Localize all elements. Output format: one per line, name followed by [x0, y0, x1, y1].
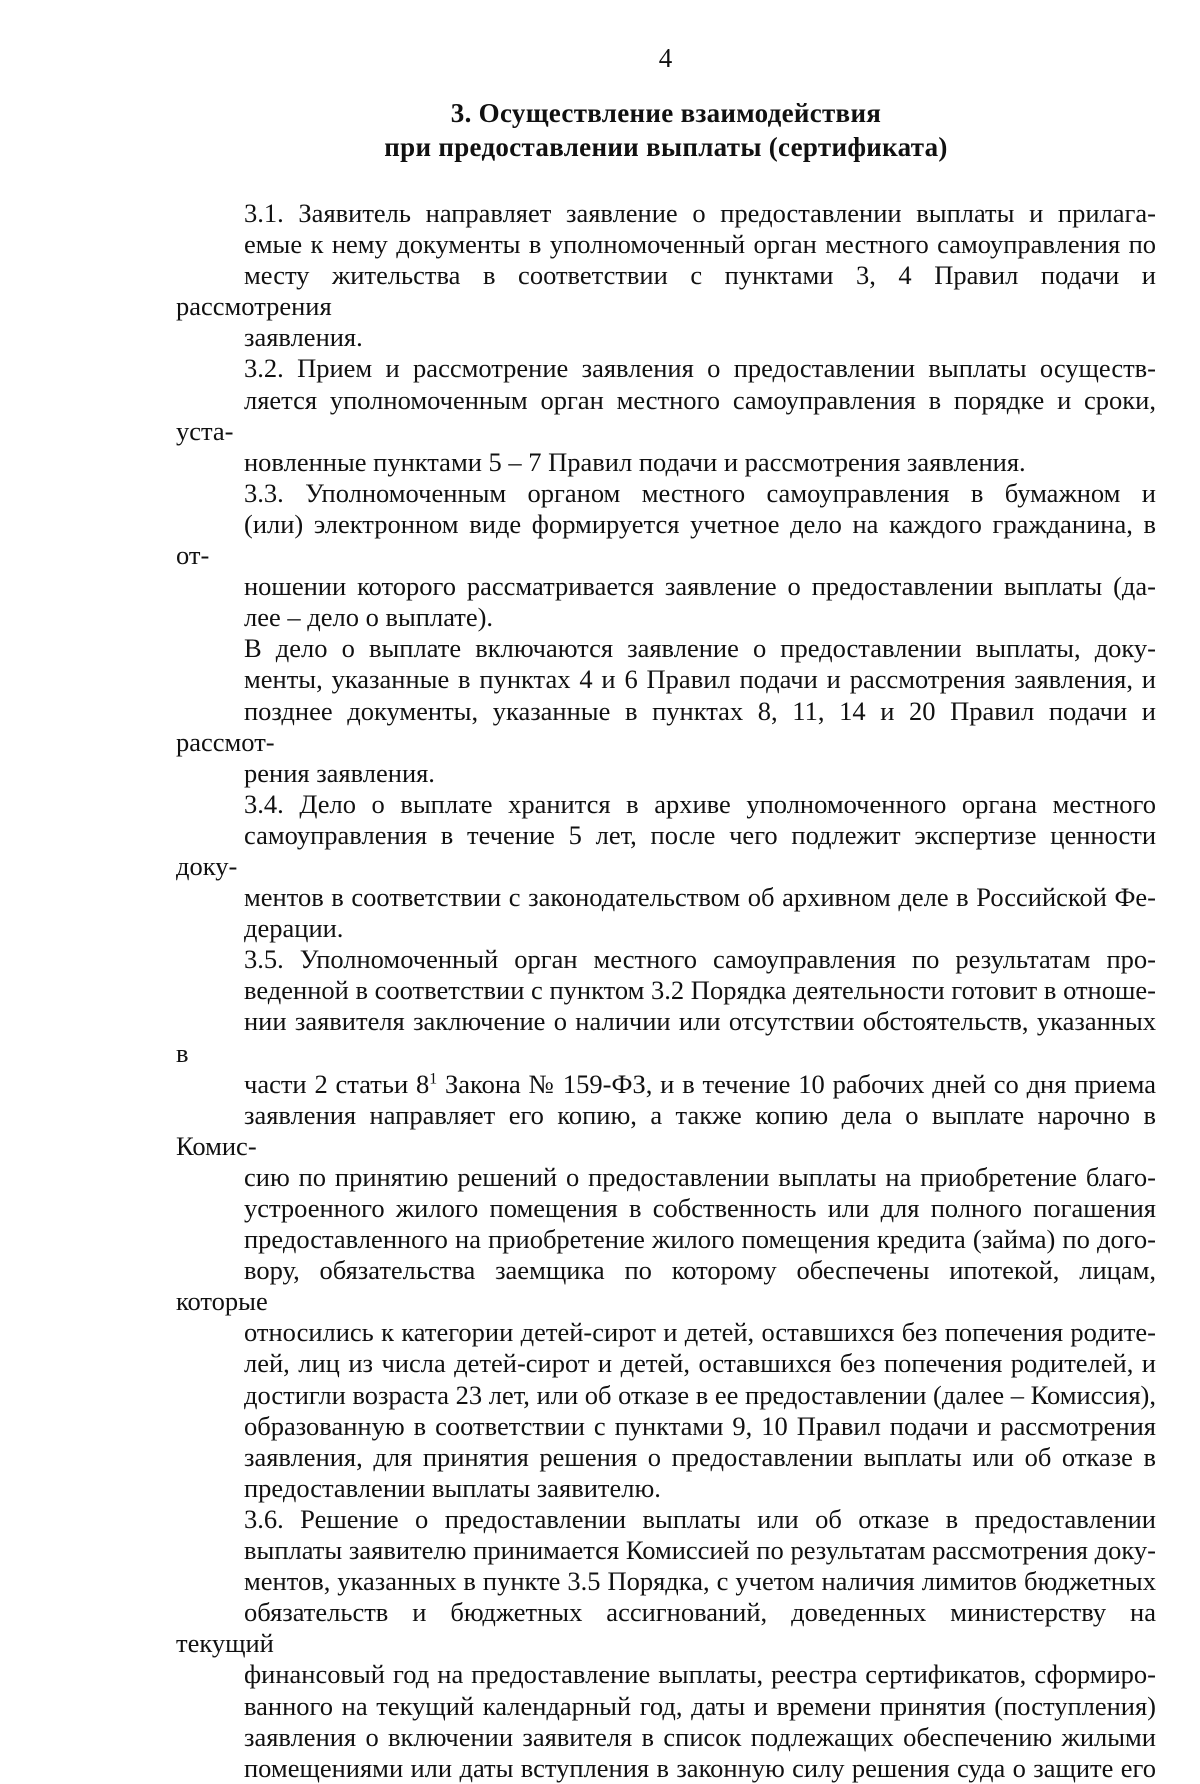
body-text	[176, 198, 1156, 1784]
text-line: дерации.	[244, 913, 344, 944]
text-line: выплаты заявителю принимается Комиссией по результатам рассмотрения доку-	[244, 1535, 1156, 1566]
paragraph-3-1	[176, 198, 1156, 353]
text-line: ношении которого рассматривается заявление о предоставлении выплаты (да-	[244, 571, 1156, 602]
text-line: 3.1. Заявитель направляет заявление о предоставлении выплаты и прилага-	[244, 198, 1156, 228]
text-line: ментов в соответствии с законодательством об архивном деле в Российской Фе-	[244, 882, 1156, 913]
text-line: лее – дело о выплате).	[244, 602, 494, 633]
text-line: предоставлении выплаты заявителю.	[244, 1472, 661, 1503]
text-line: достигли возраста 23 лет, или об отказе в ее предоставлении (далее – Комиссия),	[244, 1379, 1156, 1410]
text-line: заявления о включении заявителя в список подлежащих обеспечению жилыми	[244, 1721, 1156, 1752]
superscript: 1	[429, 1070, 438, 1088]
paragraph-3-2	[176, 353, 1156, 477]
text-line: ляется уполномоченным орган местного самоуправления в порядке и сроки, уста-	[176, 384, 1156, 446]
text-line: ванного на текущий календарный год, даты и времени принятия (поступления)	[244, 1690, 1156, 1721]
text-line: В дело о выплате включаются заявление о предоставлении выплаты, доку-	[244, 633, 1156, 664]
text-line: самоуправления в течение 5 лет, после чего подлежит экспертизе ценности доку-	[176, 819, 1156, 881]
text-line: финансовый год на предоставление выплаты, реестра сертификатов, сформиро-	[244, 1659, 1156, 1690]
text-line: рения заявления.	[244, 757, 435, 788]
text-line: 3.3. Уполномоченным органом местного самоуправления в бумажном и	[244, 477, 1156, 508]
text-line: 3.6. Решение о предоставлении выплаты или об отказе в предоставлении	[244, 1503, 1156, 1534]
text-line: предоставленного на приобретение жилого помещения кредита (займа) по дого-	[244, 1224, 1156, 1255]
text-line: 3.5. Уполномоченный орган местного самоуправления по результатам про-	[244, 944, 1156, 975]
text-line: месту жительства в соответствии с пунктами 3, 4 Правил подачи и рассмотрения	[176, 260, 1156, 322]
text-fragment: части 2 статьи 8	[244, 1068, 430, 1099]
text-line: позднее документы, указанные в пунктах 8, 11, 14 и 20 Правил подачи и рассмот-	[176, 695, 1156, 757]
text-line: заявления.	[244, 322, 363, 353]
paragraph-3-4	[176, 789, 1156, 944]
text-line-with-superscript	[176, 1069, 1156, 1100]
section-heading	[176, 96, 1156, 164]
paragraph-3-6	[176, 1504, 1156, 1784]
text-line: 3.4. Дело о выплате хранится в архиве уполномоченного органа местного	[244, 788, 1156, 819]
text-line: веденной в соответствии с пунктом 3.2 Порядка деятельности готовит в отноше-	[244, 975, 1156, 1006]
text-line: нии заявителя заключение о наличии или отсутствии обстоятельств, указанных в	[176, 1006, 1156, 1068]
paragraph-3-3	[176, 478, 1156, 633]
text-line: 3.2. Прием и рассмотрение заявления о предоставлении выплаты осуществ-	[244, 353, 1156, 384]
text-line: вору, обязательства заемщика по которому обеспечены ипотекой, лицам, которые	[176, 1255, 1156, 1317]
paragraph-case-contents	[176, 633, 1156, 788]
text-line: образованную в соответствии с пунктами 9, 10 Правил подачи и рассмотрения	[244, 1410, 1156, 1441]
text-line: обязательств и бюджетных ассигнований, доведенных министерству на текущий	[176, 1597, 1156, 1659]
text-line: относились к категории детей-сирот и детей, оставшихся без попечения родите-	[244, 1317, 1156, 1348]
section-heading-line-2: при предоставлении выплаты (сертификата)	[384, 132, 948, 162]
text-line: сию по принятию решений о предоставлении выплаты на приобретение благо-	[244, 1161, 1156, 1192]
text-line: устроенного жилого помещения в собственность или для полного погашения	[244, 1193, 1156, 1223]
text-line: новленные пунктами 5 – 7 Правил подачи и рассмотрения заявления.	[244, 446, 1026, 477]
text-line: лей, лиц из числа детей-сирот и детей, оставшихся без попечения родителей, и	[244, 1348, 1156, 1379]
page-number: 4	[658, 43, 673, 73]
text-fragment: Закона № 159-ФЗ, и в течение 10 рабочих дней со дня приема	[437, 1068, 1156, 1099]
text-line: емые к нему документы в уполномоченный орган местного самоуправления по	[244, 229, 1156, 260]
paragraph-3-5	[176, 944, 1156, 1504]
text-line: менты, указанные в пунктах 4 и 6 Правил подачи и рассмотрения заявления, и	[244, 664, 1156, 695]
text-line: ментов, указанных в пункте 3.5 Порядка, с учетом наличия лимитов бюджетных	[244, 1566, 1156, 1597]
text-line: заявления направляет его копию, а также копию дела о выплате нарочно в Комис-	[176, 1099, 1156, 1161]
text-line: помещениями или даты вступления в законную силу решения суда о защите его	[244, 1752, 1156, 1783]
section-heading-line-1: 3. Осуществление взаимодействия	[450, 98, 882, 128]
text-line: (или) электронном виде формируется учетное дело на каждого гражданина, в от-	[176, 508, 1156, 571]
text-line: заявления, для принятия решения о предоставлении выплаты или об отказе в	[244, 1441, 1156, 1472]
